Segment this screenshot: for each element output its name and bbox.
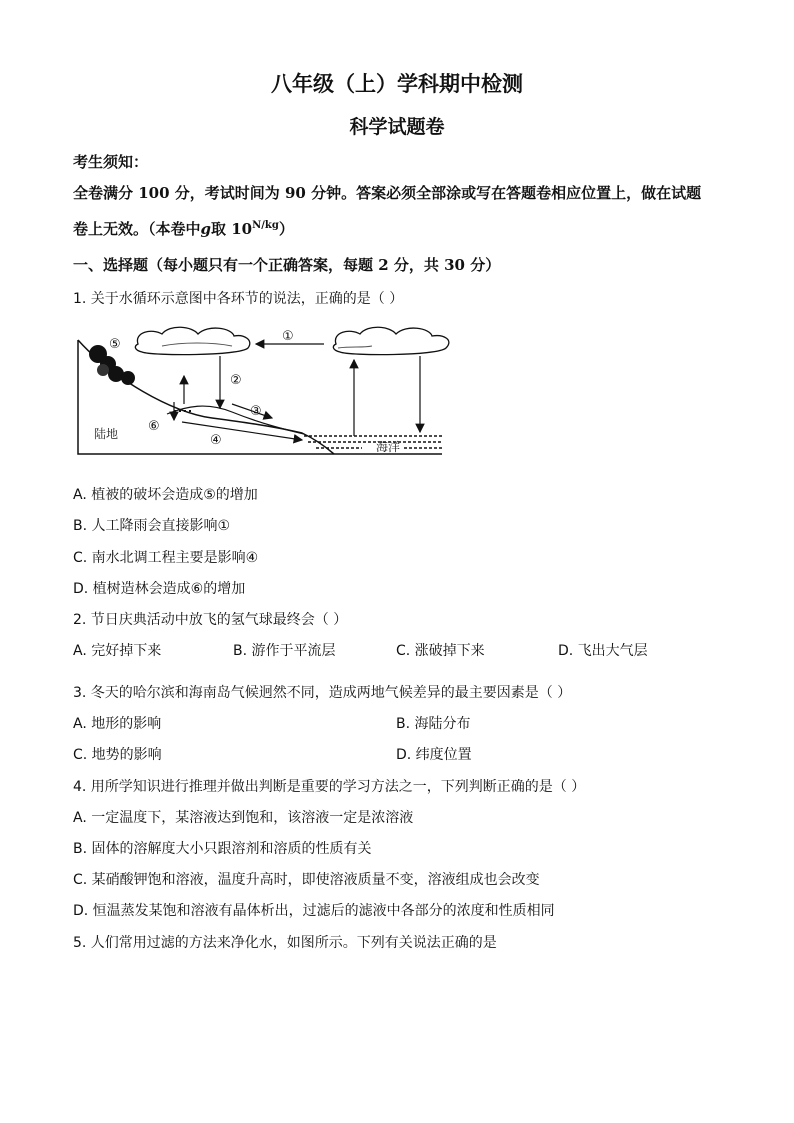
marker-4: ④ <box>210 433 222 448</box>
q3-option-a: A. 地形的影响 <box>73 716 162 732</box>
notice-heading: 考生须知： <box>73 153 149 171</box>
marker-3: ③ <box>250 404 262 419</box>
q1-option-a: A. 植被的破坏会造成⑤的增加 <box>73 487 258 503</box>
exam-subtitle: 科学试题卷 <box>349 116 445 138</box>
question-5-stem: 5. 人们常用过滤的方法来净化水，如图所示。下列有关说法正确的是 <box>73 935 497 951</box>
notice-line-2-post: ） <box>278 220 294 238</box>
marker-5: ⑤ <box>109 337 121 352</box>
q3-option-b: B. 海陆分布 <box>396 716 471 732</box>
question-2-stem: 2. 节日庆典活动中放飞的氢气球最终会（ ） <box>73 612 348 628</box>
marker-6: ⑥ <box>148 419 160 434</box>
notice-line-1: 全卷满分 100 分，考试时间为 90 分钟。答案必须全部涂或写在答题卷相应位置上，做在试题 <box>73 184 702 202</box>
q1-option-d: D. 植树造林会造成⑥的增加 <box>73 581 246 597</box>
q1-option-c: C. 南水北调工程主要是影响④ <box>73 550 259 566</box>
question-4-stem: 4. 用所学知识进行推理并做出判断是重要的学习方法之一，下列判断正确的是（ ） <box>73 779 586 795</box>
q4-option-d: D. 恒温蒸发某饱和溶液有晶体析出，过滤后的滤液中各部分的浓度和性质相同 <box>73 903 555 919</box>
marker-2: ② <box>230 373 242 388</box>
marker-1: ① <box>282 329 294 344</box>
gravity-symbol: g <box>200 220 212 238</box>
ocean-label: 海洋 <box>376 440 401 454</box>
q2-option-a: A. 完好掉下来 <box>73 643 162 659</box>
land-label: 陆地 <box>94 427 119 441</box>
cloud-right-icon <box>333 327 449 354</box>
q1-option-b: B. 人工降雨会直接影响① <box>73 518 231 534</box>
diagram-frame <box>78 340 442 454</box>
exam-title: 八年级（上）学科期中检测 <box>271 71 523 96</box>
notice-line-2-mid: 取 10 <box>211 220 253 238</box>
q2-option-c: C. 涨破掉下来 <box>396 643 485 659</box>
question-1-stem: 1. 关于水循环示意图中各环节的说法，正确的是（ ） <box>73 291 404 307</box>
q2-option-d: D. 飞出大气层 <box>558 643 648 659</box>
water-cycle-diagram <box>72 318 450 468</box>
cloud-left-icon <box>135 327 249 354</box>
unit-superscript: N/kg <box>252 220 279 231</box>
notice-line-2 <box>73 218 294 239</box>
question-3-stem: 3. 冬天的哈尔滨和海南岛气候迥然不同，造成两地气候差异的最主要因素是（ ） <box>73 685 572 701</box>
q4-option-b: B. 固体的溶解度大小只跟溶剂和溶质的性质有关 <box>73 841 372 857</box>
q3-option-d: D. 纬度位置 <box>396 747 472 763</box>
section-1-heading: 一、选择题（每小题只有一个正确答案，每题 2 分，共 30 分） <box>73 256 501 274</box>
notice-line-2-pre: 卷上无效。（本卷中 <box>73 220 201 238</box>
arrow-4 <box>182 422 302 440</box>
q4-option-c: C. 某硝酸钾饱和溶液，温度升高时，即使溶液质量不变，溶液组成也会改变 <box>73 872 540 888</box>
q4-option-a: A. 一定温度下，某溶液达到饱和，该溶液一定是浓溶液 <box>73 810 414 826</box>
q2-option-b: B. 游作于平流层 <box>233 643 336 659</box>
q3-option-c: C. 地势的影响 <box>73 747 162 763</box>
